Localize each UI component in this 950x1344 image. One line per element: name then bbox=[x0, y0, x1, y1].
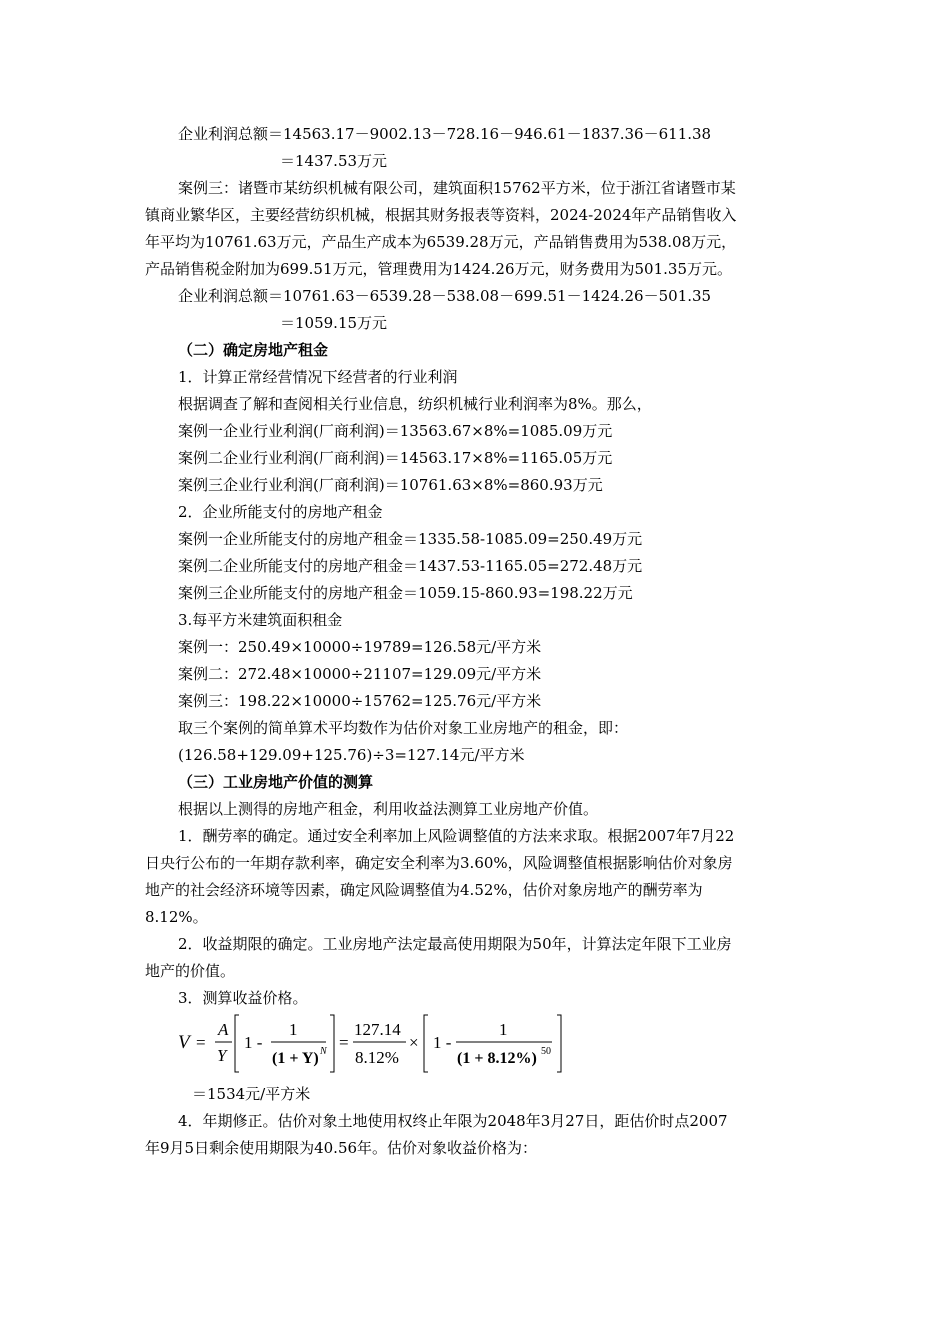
paragraph-line: 4．年期修正。估价对象土地使用权终止年限为2048年3月27日，距估价时点2007 bbox=[178, 1112, 728, 1130]
paragraph-line: 年平均为10761.63万元，产品生产成本为6539.28万元，产品销售费用为538.08万元， bbox=[145, 233, 737, 251]
bracket-right bbox=[330, 1015, 334, 1072]
bracket-left bbox=[235, 1015, 239, 1072]
paragraph-line: 镇商业繁华区，主要经营纺织机械，根据其财务报表等资料，2024-2024年产品销售收入 bbox=[145, 206, 737, 224]
paragraph-line: 案例一企业行业利润(厂商利润)＝13563.67×8%=1085.09万元 bbox=[178, 422, 613, 440]
section-heading: （二）确定房地产租金 bbox=[178, 341, 329, 359]
paragraph-line: ＝1534元/平方米 bbox=[192, 1085, 311, 1103]
paragraph-line: 案例三企业行业利润(厂商利润)＝10761.63×8%=860.93万元 bbox=[178, 476, 603, 494]
formula-equals: = bbox=[196, 1033, 206, 1052]
paragraph-line: 案例三：诸暨市某纺织机械有限公司，建筑面积15762平方米，位于浙江省诸暨市某 bbox=[178, 179, 736, 197]
formula-one-minus: 1 - bbox=[244, 1033, 263, 1052]
formula-exponent: N bbox=[320, 1046, 327, 1057]
paragraph-line: 产品销售税金附加为699.51万元，管理费用为1424.26万元，财务费用为501.35万元。 bbox=[145, 260, 733, 278]
paragraph-line: 地产的价值。 bbox=[145, 962, 236, 980]
paragraph-line: 地产的社会经济环境等因素，确定风险调整值为4.52%，估价对象房地产的酬劳率为 bbox=[145, 881, 703, 899]
formula-symbol-v: V bbox=[178, 1032, 190, 1053]
paragraph-line: 1．计算正常经营情况下经营者的行业利润 bbox=[178, 368, 458, 386]
formula-exponent: 50 bbox=[541, 1046, 551, 1057]
paragraph-line: 2．收益期限的确定。工业房地产法定最高使用期限为50年，计算法定年限下工业房 bbox=[178, 935, 732, 953]
paragraph-line: 企业利润总额＝14563.17－9002.13－728.16－946.61－1837.36－611.38 bbox=[178, 125, 712, 143]
paragraph-line: 取三个案例的简单算术平均数作为估价对象工业房地产的租金，即： bbox=[178, 719, 629, 737]
paragraph-line: 企业利润总额＝10761.63－6539.28－538.08－699.51－1424.26－501.35 bbox=[178, 287, 712, 305]
formula-numerator: 1 bbox=[289, 1020, 298, 1039]
paragraph-line: 2．企业所能支付的房地产租金 bbox=[178, 503, 383, 521]
paragraph-line: ＝1437.53万元 bbox=[280, 152, 388, 170]
formula-symbol-y: Y bbox=[217, 1046, 227, 1065]
paragraph-line: 根据调查了解和查阅相关行业信息，纺织机械行业利润率为8%。那么， bbox=[178, 395, 652, 413]
paragraph-line: (126.58+129.09+125.76)÷3=127.14元/平方米 bbox=[178, 746, 525, 764]
paragraph-line: 案例二：272.48×10000÷21107=129.09元/平方米 bbox=[178, 665, 542, 683]
formula-one-minus: 1 - bbox=[433, 1033, 452, 1052]
formula-symbol-a: A bbox=[218, 1020, 229, 1039]
paragraph-line: 日央行公布的一年期存款利率，确定安全利率为3.60%，风险调整值根据影响估价对象房 bbox=[145, 854, 733, 872]
paragraph-line: 案例一：250.49×10000÷19789=126.58元/平方米 bbox=[178, 638, 542, 656]
paragraph-line: 案例一企业所能支付的房地产租金＝1335.58-1085.09=250.49万元 bbox=[178, 530, 643, 548]
paragraph-line: 根据以上测得的房地产租金，利用收益法测算工业房地产价值。 bbox=[178, 800, 599, 818]
paragraph-line: 3．测算收益价格。 bbox=[178, 989, 308, 1007]
formula-numerator: 1 bbox=[499, 1020, 508, 1039]
paragraph-line: ＝1059.15万元 bbox=[280, 314, 388, 332]
formula-denominator: 8.12% bbox=[355, 1048, 399, 1067]
paragraph-line: 案例三：198.22×10000÷15762=125.76元/平方米 bbox=[178, 692, 542, 710]
formula-equals: = bbox=[339, 1033, 349, 1052]
paragraph-line: 案例二企业行业利润(厂商利润)＝14563.17×8%=1165.05万元 bbox=[178, 449, 613, 467]
section-heading: （三）工业房地产价值的测算 bbox=[178, 773, 374, 791]
bracket-right bbox=[557, 1015, 561, 1072]
paragraph-line: 1．酬劳率的确定。通过安全利率加上风险调整值的方法来求取。根据2007年7月22 bbox=[178, 827, 735, 845]
formula-denominator: (1 + 8.12%) bbox=[457, 1050, 537, 1067]
bracket-left bbox=[424, 1015, 428, 1072]
paragraph-line: 案例三企业所能支付的房地产租金＝1059.15-860.93=198.22万元 bbox=[178, 584, 633, 602]
paragraph-line: 年9月5日剩余使用期限为40.56年。估价对象收益价格为： bbox=[145, 1139, 538, 1157]
paragraph-line: 8.12%。 bbox=[145, 908, 208, 926]
paragraph-line: 3.每平方米建筑面积租金 bbox=[178, 611, 343, 629]
income-value-formula bbox=[176, 1011, 576, 1077]
formula-times: × bbox=[409, 1033, 419, 1052]
paragraph-line: 案例二企业所能支付的房地产租金＝1437.53-1165.05=272.48万元 bbox=[178, 557, 643, 575]
formula-numerator: 127.14 bbox=[354, 1020, 401, 1039]
formula-denominator: (1 + Y) bbox=[272, 1050, 319, 1067]
